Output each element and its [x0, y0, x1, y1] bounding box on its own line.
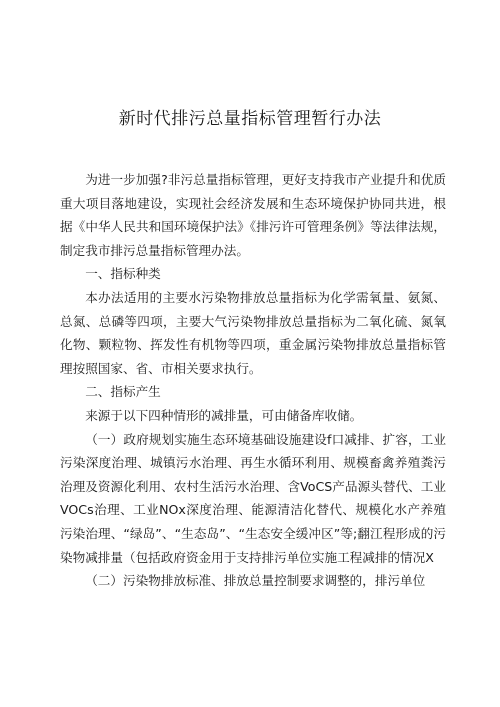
section-heading-indicator-types: 一、指标种类	[85, 266, 161, 282]
paragraph-indicator-types: 本办法适用的主要水污染物排放总量指标为化学需氧量、氨氮、总氮、总磷等四项，主要大气污染物排放总量指标为二氧化硫、氮氧化物、颗粒物、挥发性有机物等四项，重金属污染物排放总量指标管理按照国家、省、市相关要求执行。	[60, 289, 446, 376]
paragraph-item-1: （一）政府规划实施生态环境基础设施建设f口减排、扩容，工业污染深度治理、城镇污水治理、再生水循环利用、规模畜禽养殖粪污治理及资源化利用、农村生活污水治理、含VoCS产品源头替代、工业VOCs治理、工业NOx深度治理、能源清洁化替代、规模化水产养殖污染治理、“绿岛”、“生态岛”、“生态安全缓冲区”等;翻江程形成的污染物减排量（包括政府资金用于支持排污单位实施工程减排的情况X	[60, 431, 446, 565]
paragraph-intro: 为进一步加强?非污总量指标管理，更好支持我市产业提升和优质重大项目落地建设，实现社会经济发展和生态环境保护协同共进，根据《中华人民共和国环境保护法》《排污许可管理条例》等法律法规，制定我市排污总量指标管理办法。	[60, 172, 446, 258]
document-body	[60, 168, 446, 593]
paragraph-item-2: （二）污染物排放标准、排放总量控制要求调整的，排污单位	[85, 573, 426, 589]
section-heading-indicator-generation: 二、指标产生	[85, 384, 161, 400]
document-title: 新时代排污总量指标管理暂行办法	[118, 109, 382, 129]
paragraph-sources: 来源于以下四种情形的减排量，可由储备库收储。	[85, 407, 363, 423]
